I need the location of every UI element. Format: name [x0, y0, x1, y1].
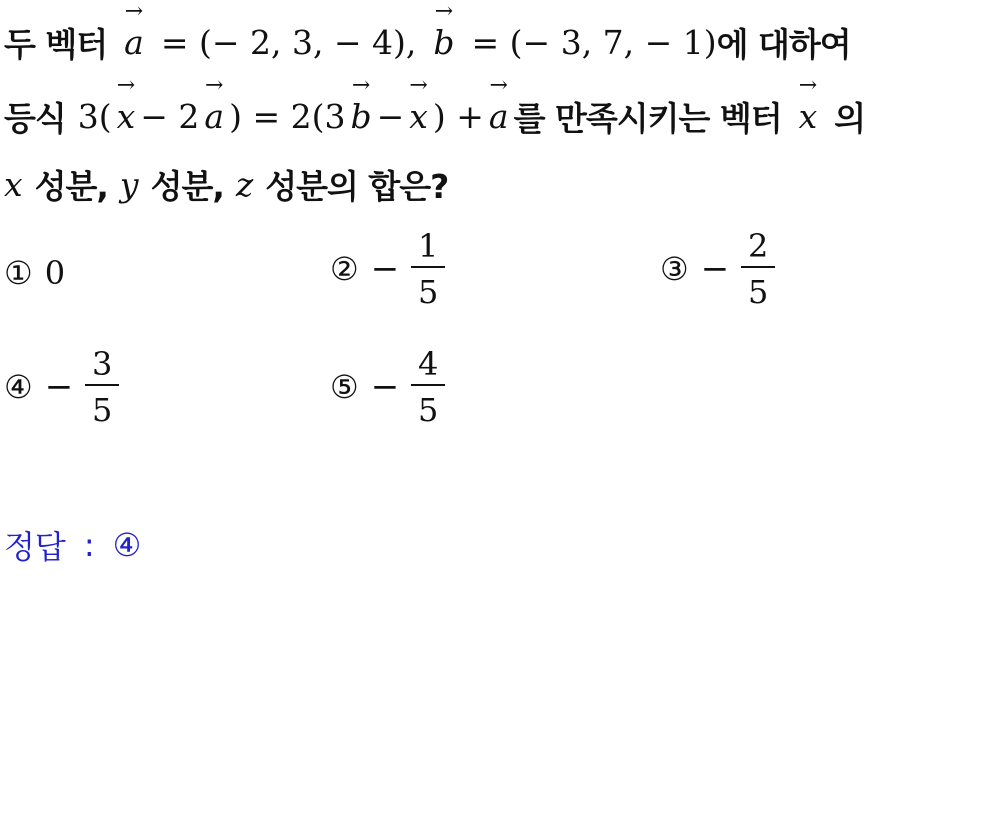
eq-coef-3: 3(	[77, 96, 112, 136]
text-two-vectors: 두 벡터	[4, 24, 108, 64]
vector-arrow-icon: →	[489, 72, 508, 98]
choice-fraction	[411, 227, 445, 311]
text-component-1: 성분,	[34, 166, 108, 206]
eq-mid: ) = 2(3	[229, 96, 346, 136]
choice-marker: ②	[330, 250, 359, 288]
fraction-denominator: 5	[92, 391, 113, 429]
text-component-sum: 성분의 합은?	[265, 166, 449, 206]
choice-marker: ⑤	[330, 368, 359, 406]
vector-arrow-icon: →	[351, 72, 371, 98]
problem-line-3	[4, 156, 448, 212]
vector-a-components: = (− 2, 3, − 4),	[160, 22, 417, 62]
var-z: z	[235, 164, 254, 204]
choice-marker: ③	[660, 250, 689, 288]
answer-value: ④	[112, 526, 142, 564]
eq-plus: ) +	[432, 96, 484, 136]
choice-sign: −	[370, 367, 400, 407]
vector-arrow-icon: →	[434, 0, 454, 24]
fraction-numerator: 4	[418, 345, 439, 383]
vector-x: → x	[116, 72, 136, 136]
vector-b-components: = (− 3, 7, − 1)	[471, 22, 717, 62]
vector-arrow-icon: →	[124, 0, 144, 24]
choice-5[interactable]	[330, 345, 445, 429]
vector-b: → b	[350, 72, 372, 136]
choice-fraction	[741, 227, 775, 311]
vector-a: → a	[488, 72, 509, 136]
vector-arrow-icon: →	[205, 72, 224, 98]
text-for: 에 대하여	[716, 24, 851, 64]
eq-minus: −	[376, 96, 405, 136]
problem-line-1	[4, 0, 851, 70]
text-of: 의	[834, 98, 866, 138]
choice-2[interactable]	[330, 227, 445, 311]
choice-sign: −	[370, 249, 400, 289]
var-x: x	[4, 164, 23, 204]
vector-arrow-icon: →	[116, 72, 136, 98]
vector-x: → x	[798, 72, 818, 136]
answer-label: 정답	[4, 528, 66, 566]
fraction-denominator: 5	[418, 273, 439, 311]
vector-arrow-icon: →	[798, 72, 818, 98]
text-component-2: 성분,	[150, 166, 224, 206]
eq-minus-2: − 2	[140, 96, 200, 136]
choice-fraction	[411, 345, 445, 429]
fraction-denominator: 5	[748, 273, 769, 311]
fraction-numerator: 3	[92, 345, 113, 383]
vector-x: → x	[409, 72, 428, 136]
fraction-denominator: 5	[418, 391, 439, 429]
vector-a: → a	[204, 72, 225, 136]
fraction-numerator: 2	[748, 227, 769, 265]
choice-4[interactable]	[4, 345, 119, 429]
var-y: y	[119, 164, 139, 204]
choice-marker: ④	[4, 368, 33, 406]
choice-3[interactable]	[660, 227, 775, 311]
choice-marker: ①	[4, 254, 33, 292]
vector-a: → a	[124, 0, 144, 62]
choice-value: 0	[44, 254, 66, 292]
answer-line	[4, 522, 141, 568]
text-equation: 등식	[4, 98, 66, 138]
text-satisfying-vector: 를 만족시키는 벡터	[513, 98, 782, 138]
answer-colon: :	[83, 526, 95, 564]
vector-b: → b	[433, 0, 455, 62]
vector-arrow-icon: →	[409, 72, 428, 98]
problem-line-2	[4, 72, 866, 144]
fraction-numerator: 1	[418, 227, 439, 265]
choice-1[interactable]	[4, 254, 65, 292]
choice-sign: −	[44, 367, 74, 407]
choice-fraction	[85, 345, 119, 429]
choice-sign: −	[700, 249, 730, 289]
